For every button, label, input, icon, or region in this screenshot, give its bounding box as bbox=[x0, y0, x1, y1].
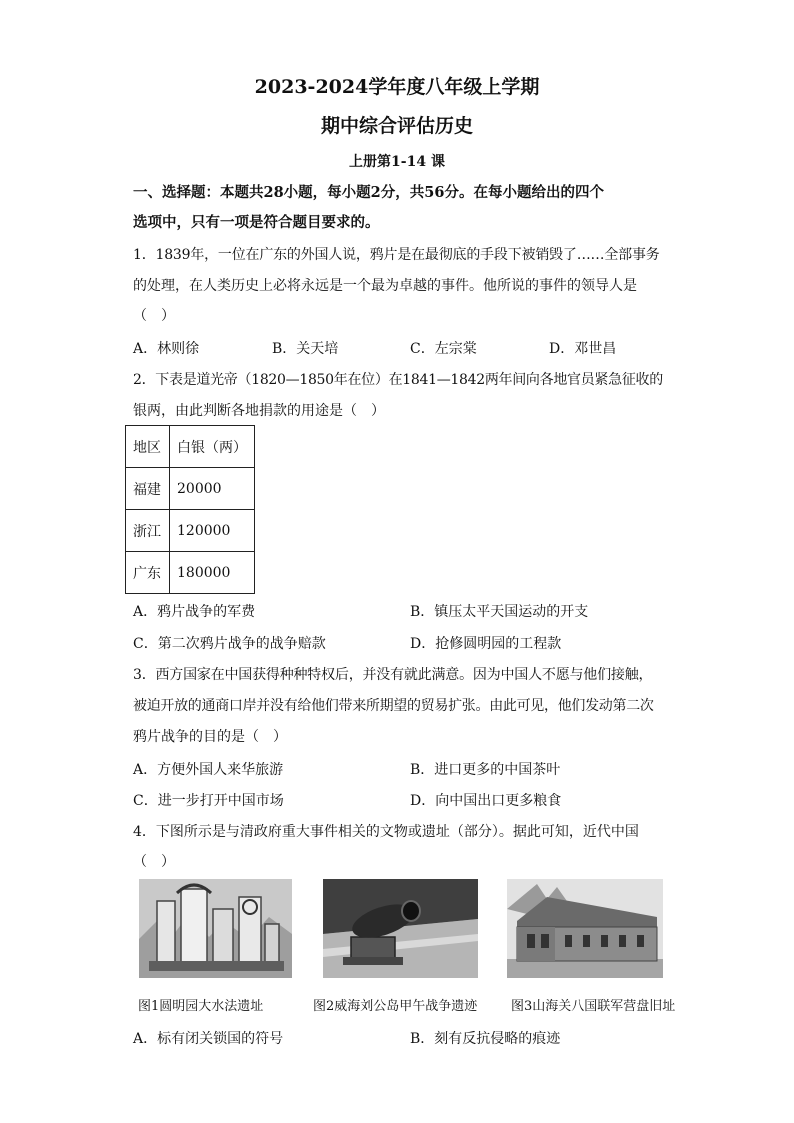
exam-title-line1: 2023-2024学年度八年级上学期 bbox=[254, 76, 540, 98]
exam-subtitle: 上册第1-14 课 bbox=[349, 154, 445, 170]
table-row bbox=[126, 552, 255, 594]
table-header-silver: 白银（两） bbox=[170, 426, 255, 468]
q4-option-a[interactable]: A．标有闭关锁国的符号 bbox=[133, 1031, 284, 1047]
table-cell-silver: 20000 bbox=[170, 468, 255, 510]
q4-option-b[interactable]: B．刻有反抗侵略的痕迹 bbox=[410, 1031, 561, 1047]
q1-option-d[interactable]: D．邓世昌 bbox=[549, 341, 617, 357]
q2-stem-line1: 2．下表是道光帝（1820—1850年在位）在1841—1842两年间向各地官员紧急征收的 bbox=[133, 372, 663, 388]
q1-stem-line1: 1．1839年，一位在广东的外国人说，鸦片是在最彻底的手段下被销毁了……全部事务 bbox=[133, 247, 660, 263]
table-cell-region: 广东 bbox=[126, 552, 170, 594]
table-cell-silver: 180000 bbox=[170, 552, 255, 594]
q2-stem-line2: 银两，由此判断各地捐款的用途是（ ） bbox=[133, 403, 385, 419]
q3-stem-line1: 3．西方国家在中国获得种种特权后，并没有就此满意。因为中国人不愿与他们接触， bbox=[133, 667, 653, 683]
q4-answer-blank: （ ） bbox=[133, 854, 175, 870]
table-row bbox=[126, 468, 255, 510]
section-instructions-line2: 选项中，只有一项是符合题目要求的。 bbox=[133, 214, 380, 231]
figure2-caption: 图2威海刘公岛甲午战争遗迹 bbox=[313, 999, 478, 1014]
table-cell-region: 浙江 bbox=[126, 510, 170, 552]
cannon-photo-icon bbox=[323, 879, 478, 978]
table-row bbox=[126, 510, 255, 552]
figure3-caption: 图3山海关八国联军营盘旧址 bbox=[511, 999, 676, 1014]
q1-stem-line2: 的处理，在人类历史上必将永远是一个最为卓越的事件。他所说的事件的领导人是 bbox=[133, 278, 637, 294]
q1-answer-blank: （ ） bbox=[133, 308, 175, 324]
ruins-photo-icon bbox=[139, 879, 292, 978]
q1-option-b[interactable]: B．关天培 bbox=[272, 341, 339, 357]
table-cell-silver: 120000 bbox=[170, 510, 255, 552]
exam-title-line2: 期中综合评估历史 bbox=[320, 115, 473, 137]
q3-stem-line3: 鸦片战争的目的是（ ） bbox=[133, 729, 287, 745]
table-header-row bbox=[126, 426, 255, 468]
q3-option-b[interactable]: B．进口更多的中国茶叶 bbox=[410, 762, 561, 778]
table-header-region: 地区 bbox=[126, 426, 170, 468]
q1-option-a[interactable]: A．林则徐 bbox=[133, 341, 200, 357]
q2-option-c[interactable]: C．第二次鸦片战争的战争赔款 bbox=[133, 636, 326, 652]
q3-stem-line2: 被迫开放的通商口岸并没有给他们带来所期望的贸易扩张。由此可见，他们发动第二次 bbox=[133, 698, 654, 714]
q3-option-c[interactable]: C．进一步打开中国市场 bbox=[133, 793, 284, 809]
q2-option-d[interactable]: D．抢修圆明园的工程款 bbox=[410, 636, 562, 652]
section-instructions-line1: 一、选择题：本题共28小题，每小题2分，共56分。在每小题给出的四个 bbox=[133, 184, 604, 201]
q3-option-a[interactable]: A．方便外国人来华旅游 bbox=[133, 762, 284, 778]
q1-option-c[interactable]: C．左宗棠 bbox=[410, 341, 477, 357]
q3-option-d[interactable]: D．向中国出口更多粮食 bbox=[410, 793, 562, 809]
figure1-caption: 图1圆明园大水法遗址 bbox=[138, 999, 264, 1014]
q2-option-a[interactable]: A．鸦片战争的军费 bbox=[133, 604, 256, 620]
q2-option-b[interactable]: B．镇压太平天国运动的开支 bbox=[410, 604, 589, 620]
silver-table bbox=[125, 425, 255, 594]
barracks-photo-icon bbox=[507, 879, 663, 978]
table-cell-region: 福建 bbox=[126, 468, 170, 510]
q4-stem-line1: 4．下图所示是与清政府重大事件相关的文物或遗址（部分）。据此可知，近代中国 bbox=[133, 824, 639, 840]
